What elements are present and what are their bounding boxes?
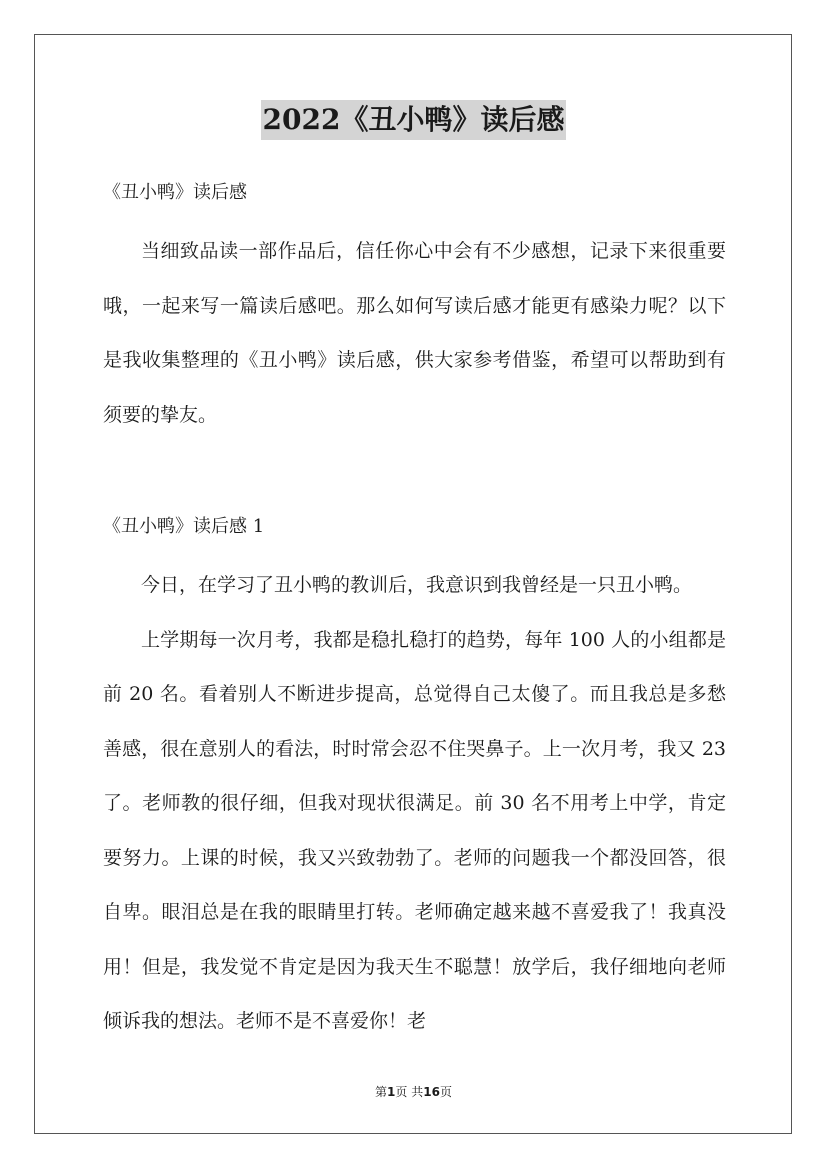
footer-page-prefix: 第 (375, 1085, 388, 1099)
title-wrap (0, 100, 827, 140)
section-gap (103, 442, 726, 504)
footer-page-mid: 页 共 (395, 1085, 424, 1099)
footer-page-current: 1 (387, 1085, 396, 1099)
document-body (103, 170, 726, 1049)
footer-page-total: 16 (423, 1085, 440, 1099)
section1-paragraph-1: 今日，在学习了丑小鸭的教训后，我意识到我曾经是一只丑小鸭。 (141, 574, 693, 596)
intro-heading: 《丑小鸭》读后感 (103, 182, 247, 203)
document-title: 2022《丑小鸭》读后感 (261, 100, 567, 140)
footer-page-suffix: 页 (439, 1085, 452, 1099)
section1-heading: 《丑小鸭》读后感 1 (103, 516, 265, 537)
section1-paragraph-2: 上学期每一次月考，我都是稳扎稳打的趋势，每年 100 人的小组都是前 20 名。看着别人不断进步提高，总觉得自己太傻了。而且我总是多愁善感，很在意别人的看法，时时常会忍不住哭鼻子。上一次月考，我又 23 了。老师教的很仔细，但我对现状很满足。前 30 名不用考上中学，肯定要努力。上课的时候，我又兴致勃勃了。老师的问题我一个都没回答，很自卑。眼泪总是在我的眼睛里打转。老师确定越来越不喜爱我了！我真没用！但是，我发觉不肯定是因为我天生不聪慧！放学后，我仔细地向老师倾诉我的想法。老师不是不喜爱你！老 (103, 628, 726, 1032)
intro-paragraph: 当细致品读一部作品后，信任你心中会有不少感想，记录下来很重要哦，一起来写一篇读后感吧。那么如何写读后感才能更有感染力呢？以下是我收集整理的《丑小鸭》读后感，供大家参考借鉴，希望可以帮助到有须要的挚友。 (103, 240, 726, 426)
page-footer (0, 1083, 827, 1100)
